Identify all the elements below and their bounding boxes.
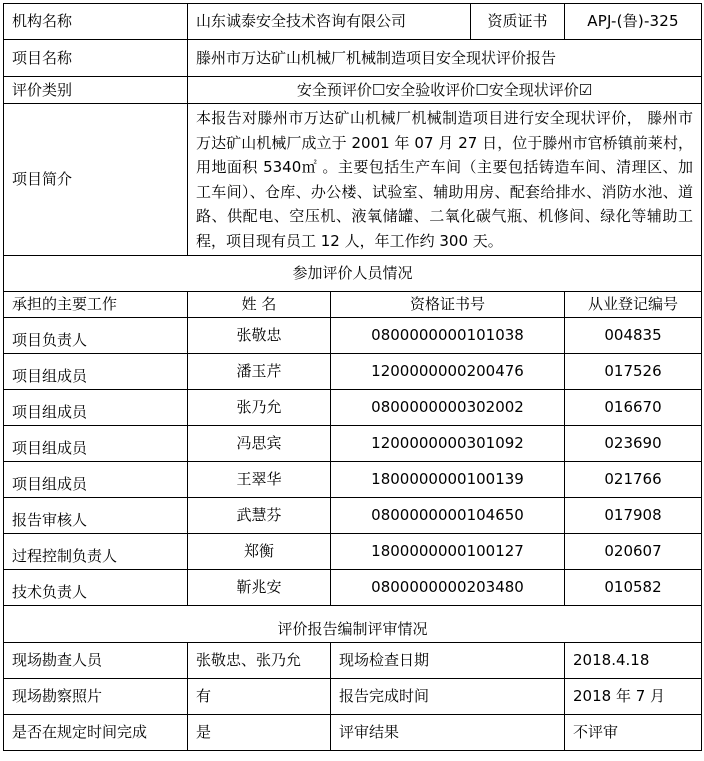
table-row xyxy=(4,318,702,354)
staff-reg: 017526 xyxy=(565,354,702,390)
cert-label: 资质证书 xyxy=(471,4,565,40)
staff-reg: 020607 xyxy=(565,534,702,570)
staff-title-row xyxy=(4,256,702,292)
review-label: 评审结果 xyxy=(331,715,565,751)
review-value: 是 xyxy=(188,715,331,751)
staff-cert: 0800000000302002 xyxy=(331,390,565,426)
staff-reg: 016670 xyxy=(565,390,702,426)
staff-cert: 0800000000104650 xyxy=(331,498,565,534)
table-row xyxy=(4,354,702,390)
review-label: 是否在规定时间完成 xyxy=(4,715,188,751)
project-label: 项目名称 xyxy=(4,40,188,77)
staff-header-row xyxy=(4,292,702,318)
table-row xyxy=(4,462,702,498)
summary-label: 项目简介 xyxy=(4,104,188,256)
header-role: 承担的主要工作 xyxy=(4,292,188,318)
staff-role: 项目负责人 xyxy=(4,318,188,354)
table-row xyxy=(4,534,702,570)
staff-name: 靳兆安 xyxy=(188,570,331,606)
staff-reg: 017908 xyxy=(565,498,702,534)
staff-name: 郑衡 xyxy=(188,534,331,570)
staff-name: 潘玉芹 xyxy=(188,354,331,390)
eval-type-row xyxy=(4,77,702,104)
staff-name: 张乃允 xyxy=(188,390,331,426)
summary-text: 本报告对滕州市万达矿山机械厂机械制造项目进行安全现状评价， 滕州市万达矿山机械厂成立于 2001 年 07 月 27 日，位于滕州市官桥镇前莱村，用地面积 5340㎡ 。主要包括生产车间（主要包括铸造车间、清理区、加工车间）、仓库、办公楼、试验室、辅助用房、配套给排水、消防水池、道路、供配电、空压机、液氧储罐、二氧化碳气瓶、机修间、绿化等辅助工程，项目现有员工 12 人，年工作约 300 天。 xyxy=(188,104,702,256)
staff-cert: 1800000000100127 xyxy=(331,534,565,570)
staff-cert: 0800000000101038 xyxy=(331,318,565,354)
review-row xyxy=(4,679,702,715)
staff-cert: 0800000000203480 xyxy=(331,570,565,606)
staff-reg: 010582 xyxy=(565,570,702,606)
table-row xyxy=(4,570,702,606)
org-label: 机构名称 xyxy=(4,4,188,40)
project-info-table xyxy=(3,3,702,751)
header-name: 姓 名 xyxy=(188,292,331,318)
review-label: 报告完成时间 xyxy=(331,679,565,715)
review-label: 现场勘察照片 xyxy=(4,679,188,715)
review-title-row xyxy=(4,606,702,643)
staff-role: 项目组成员 xyxy=(4,354,188,390)
staff-name: 王翠华 xyxy=(188,462,331,498)
staff-role: 项目组成员 xyxy=(4,462,188,498)
staff-role: 过程控制负责人 xyxy=(4,534,188,570)
review-value: 不评审 xyxy=(565,715,702,751)
staff-section-title: 参加评价人员情况 xyxy=(4,256,702,292)
review-value: 2018 年 7 月 xyxy=(565,679,702,715)
review-row xyxy=(4,643,702,679)
project-row xyxy=(4,40,702,77)
review-value: 有 xyxy=(188,679,331,715)
staff-name: 冯思宾 xyxy=(188,426,331,462)
header-reg: 从业登记编号 xyxy=(565,292,702,318)
review-label: 现场检查日期 xyxy=(331,643,565,679)
org-row xyxy=(4,4,702,40)
staff-name: 武慧芬 xyxy=(188,498,331,534)
staff-role: 技术负责人 xyxy=(4,570,188,606)
review-row xyxy=(4,715,702,751)
eval-type-value: 安全预评价☐安全验收评价☐安全现状评价☑ xyxy=(188,77,702,104)
staff-cert: 1200000000301092 xyxy=(331,426,565,462)
project-value: 滕州市万达矿山机械厂机械制造项目安全现状评价报告 xyxy=(188,40,702,77)
staff-reg: 023690 xyxy=(565,426,702,462)
staff-reg: 021766 xyxy=(565,462,702,498)
review-section-title: 评价报告编制评审情况 xyxy=(4,606,702,643)
review-label: 现场勘查人员 xyxy=(4,643,188,679)
staff-role: 项目组成员 xyxy=(4,390,188,426)
staff-cert: 1200000000200476 xyxy=(331,354,565,390)
staff-name: 张敬忠 xyxy=(188,318,331,354)
table-row xyxy=(4,498,702,534)
staff-role: 报告审核人 xyxy=(4,498,188,534)
summary-row xyxy=(4,104,702,256)
staff-reg: 004835 xyxy=(565,318,702,354)
header-cert: 资格证书号 xyxy=(331,292,565,318)
staff-cert: 1800000000100139 xyxy=(331,462,565,498)
table-row xyxy=(4,426,702,462)
org-value: 山东诚泰安全技术咨询有限公司 xyxy=(188,4,471,40)
review-value: 张敬忠、张乃允 xyxy=(188,643,331,679)
eval-type-label: 评价类别 xyxy=(4,77,188,104)
staff-role: 项目组成员 xyxy=(4,426,188,462)
table-row xyxy=(4,390,702,426)
cert-value: APJ-(鲁)-325 xyxy=(565,4,702,40)
review-value: 2018.4.18 xyxy=(565,643,702,679)
